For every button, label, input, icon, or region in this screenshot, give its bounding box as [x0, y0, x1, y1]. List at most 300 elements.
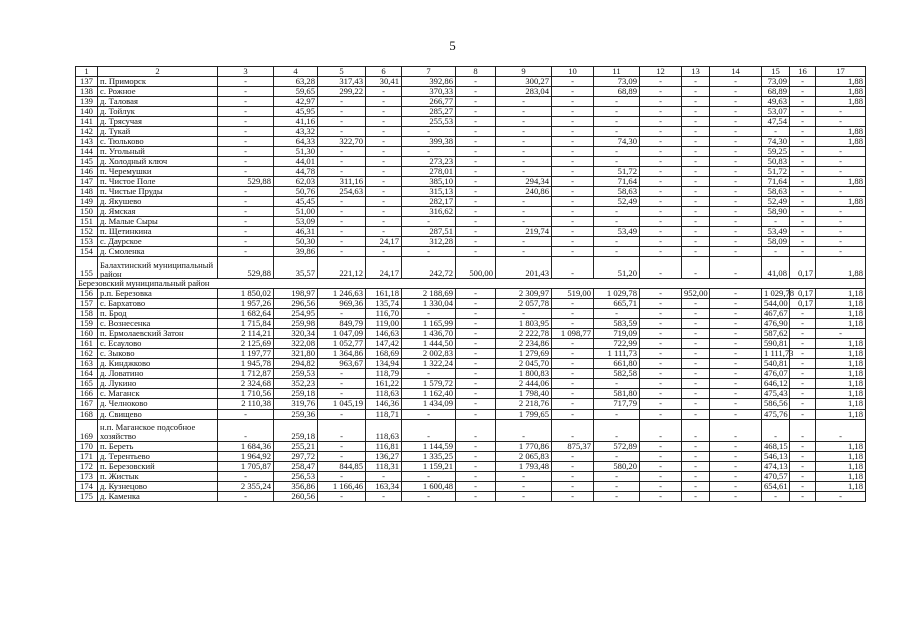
value-cell: - — [816, 107, 866, 117]
value-cell: - — [552, 409, 594, 419]
value-cell: - — [318, 217, 366, 227]
value-cell: 475,76 — [762, 409, 790, 419]
value-cell: 312,28 — [402, 237, 456, 247]
value-cell: 161,18 — [366, 289, 402, 299]
value-cell: - — [640, 97, 682, 107]
value-cell: - — [552, 97, 594, 107]
value-cell: 254,63 — [318, 187, 366, 197]
value-cell: 1,88 — [816, 257, 866, 279]
value-cell: - — [640, 87, 682, 97]
value-cell: - — [218, 227, 274, 237]
value-cell: - — [816, 157, 866, 167]
value-cell: - — [402, 471, 456, 481]
value-cell: - — [640, 157, 682, 167]
value-cell: - — [710, 349, 762, 359]
value-cell: - — [790, 399, 816, 409]
value-cell: - — [456, 157, 496, 167]
settlement-name-cell: п. Березовский — [98, 461, 218, 471]
value-cell: - — [496, 117, 552, 127]
value-cell: - — [710, 491, 762, 501]
row-number-cell: 138 — [76, 87, 98, 97]
value-cell: 119,00 — [366, 319, 402, 329]
value-cell: 392,86 — [402, 77, 456, 87]
value-cell: 0,17 — [790, 299, 816, 309]
row-number-cell: 150 — [76, 207, 98, 217]
value-cell: - — [366, 197, 402, 207]
value-cell: 475,43 — [762, 389, 790, 399]
value-cell: - — [552, 399, 594, 409]
value-cell: 58,09 — [762, 237, 790, 247]
value-cell: - — [218, 207, 274, 217]
settlement-name-cell: д. Холодный ключ — [98, 157, 218, 167]
settlement-name-cell: д. Смоленка — [98, 247, 218, 257]
value-cell: - — [402, 309, 456, 319]
value-cell: - — [552, 207, 594, 217]
value-cell: 282,17 — [402, 197, 456, 207]
settlement-name-cell: д. Ямская — [98, 207, 218, 217]
value-cell: - — [682, 247, 710, 257]
value-cell: - — [552, 77, 594, 87]
table-row — [76, 197, 866, 207]
settlement-name-cell: д. Якушево — [98, 197, 218, 207]
table-row — [76, 329, 866, 339]
value-cell: - — [552, 107, 594, 117]
value-cell: - — [218, 127, 274, 137]
tariff-table — [75, 66, 866, 502]
value-cell: - — [366, 187, 402, 197]
value-cell: 58,63 — [594, 187, 640, 197]
value-cell: - — [402, 127, 456, 137]
value-cell: - — [318, 471, 366, 481]
value-cell: - — [456, 167, 496, 177]
table-row — [76, 237, 866, 247]
value-cell: - — [366, 177, 402, 187]
row-number-cell: 159 — [76, 319, 98, 329]
value-cell: - — [496, 309, 552, 319]
value-cell: - — [790, 481, 816, 491]
value-cell: 266,77 — [402, 97, 456, 107]
value-cell: 544,00 — [762, 299, 790, 309]
value-cell: - — [552, 481, 594, 491]
value-cell: - — [710, 197, 762, 207]
table-row — [76, 207, 866, 217]
value-cell: 540,81 — [762, 359, 790, 369]
value-cell: - — [456, 117, 496, 127]
value-cell: 136,27 — [366, 451, 402, 461]
value-cell: 1,88 — [816, 127, 866, 137]
value-cell: - — [366, 207, 402, 217]
value-cell: - — [790, 379, 816, 389]
value-cell: 500,00 — [456, 257, 496, 279]
value-cell: 1 159,21 — [402, 461, 456, 471]
value-cell: - — [790, 187, 816, 197]
value-cell: - — [762, 247, 790, 257]
value-cell: - — [816, 207, 866, 217]
column-number-cell: 3 — [218, 67, 274, 77]
value-cell: - — [790, 87, 816, 97]
value-cell: - — [640, 107, 682, 117]
value-cell: - — [318, 419, 366, 441]
column-number-cell: 1 — [76, 67, 98, 77]
value-cell: - — [682, 77, 710, 87]
value-cell: - — [682, 379, 710, 389]
value-cell: - — [682, 299, 710, 309]
value-cell: - — [456, 107, 496, 117]
value-cell: 278,01 — [402, 167, 456, 177]
value-cell: - — [366, 227, 402, 237]
value-cell: - — [456, 379, 496, 389]
value-cell: - — [682, 319, 710, 329]
table-row — [76, 481, 866, 491]
value-cell: 146,36 — [366, 399, 402, 409]
value-cell: 74,30 — [762, 137, 790, 147]
value-cell: 52,49 — [762, 197, 790, 207]
value-cell: 1,18 — [816, 369, 866, 379]
settlement-name-cell: с. Есаулово — [98, 339, 218, 349]
value-cell: 30,41 — [366, 77, 402, 87]
value-cell: - — [218, 167, 274, 177]
value-cell: 2 002,83 — [402, 349, 456, 359]
settlement-name-cell: д. Трясучая — [98, 117, 218, 127]
value-cell: - — [552, 187, 594, 197]
value-cell: - — [218, 117, 274, 127]
row-number-cell: 137 — [76, 77, 98, 87]
value-cell: 44,78 — [274, 167, 318, 177]
row-number-cell: 170 — [76, 441, 98, 451]
value-cell: 45,95 — [274, 107, 318, 117]
value-cell: 1 029,78 — [762, 289, 790, 299]
value-cell: - — [552, 471, 594, 481]
value-cell: - — [496, 137, 552, 147]
value-cell: 1,18 — [816, 339, 866, 349]
column-number-cell: 13 — [682, 67, 710, 77]
value-cell: 1 600,48 — [402, 481, 456, 491]
row-number-cell: 173 — [76, 471, 98, 481]
value-cell: - — [710, 471, 762, 481]
value-cell: - — [640, 309, 682, 319]
value-cell: - — [682, 471, 710, 481]
value-cell: - — [816, 491, 866, 501]
value-cell: 50,76 — [274, 187, 318, 197]
value-cell: - — [318, 451, 366, 461]
value-cell: 51,20 — [594, 257, 640, 279]
value-cell: - — [318, 157, 366, 167]
value-cell: 259,18 — [274, 389, 318, 399]
value-cell: - — [594, 157, 640, 167]
value-cell: - — [762, 419, 790, 441]
value-cell: - — [552, 419, 594, 441]
value-cell: 24,17 — [366, 237, 402, 247]
settlement-name-cell: р.п. Березовка — [98, 289, 218, 299]
value-cell: - — [816, 147, 866, 157]
row-number-cell: 167 — [76, 399, 98, 409]
value-cell: 41,08 — [762, 257, 790, 279]
value-cell: 42,97 — [274, 97, 318, 107]
value-cell: - — [640, 187, 682, 197]
row-number-cell: 166 — [76, 389, 98, 399]
value-cell: 2 110,38 — [218, 399, 274, 409]
value-cell: - — [456, 339, 496, 349]
table-body — [76, 67, 866, 502]
value-cell: - — [710, 319, 762, 329]
value-cell: - — [710, 107, 762, 117]
value-cell: - — [682, 217, 710, 227]
value-cell: 1 335,25 — [402, 451, 456, 461]
value-cell: 717,79 — [594, 399, 640, 409]
value-cell: - — [594, 379, 640, 389]
value-cell: - — [790, 167, 816, 177]
value-cell: 646,12 — [762, 379, 790, 389]
value-cell: - — [710, 409, 762, 419]
value-cell: - — [366, 217, 402, 227]
settlement-name-cell: с. Вознесенка — [98, 319, 218, 329]
value-cell: - — [640, 389, 682, 399]
value-cell: - — [318, 309, 366, 319]
value-cell: 1 111,73 — [762, 349, 790, 359]
value-cell: - — [640, 217, 682, 227]
row-number-cell: 154 — [76, 247, 98, 257]
value-cell: - — [682, 451, 710, 461]
value-cell: - — [496, 247, 552, 257]
settlement-name-cell: д. Тукай — [98, 127, 218, 137]
value-cell: 118,71 — [366, 409, 402, 419]
value-cell: - — [682, 339, 710, 349]
value-cell: - — [790, 247, 816, 257]
table-row — [76, 177, 866, 187]
value-cell: - — [218, 77, 274, 87]
settlement-name-cell: д. Кинджково — [98, 359, 218, 369]
value-cell: - — [456, 127, 496, 137]
value-cell: - — [318, 247, 366, 257]
value-cell: - — [682, 147, 710, 157]
value-cell: - — [790, 409, 816, 419]
value-cell: - — [710, 461, 762, 471]
value-cell: 1 144,59 — [402, 441, 456, 451]
value-cell: - — [218, 419, 274, 441]
table-row — [76, 491, 866, 501]
value-cell: 146,63 — [366, 329, 402, 339]
table-row — [76, 247, 866, 257]
value-cell: - — [790, 207, 816, 217]
value-cell: 1 710,56 — [218, 389, 274, 399]
value-cell: - — [594, 207, 640, 217]
value-cell: - — [640, 339, 682, 349]
value-cell: - — [594, 309, 640, 319]
value-cell: - — [456, 147, 496, 157]
value-cell: - — [456, 227, 496, 237]
value-cell: 385,10 — [402, 177, 456, 187]
value-cell: - — [318, 127, 366, 137]
value-cell: - — [552, 237, 594, 247]
value-cell: 1 850,02 — [218, 289, 274, 299]
value-cell: - — [710, 451, 762, 461]
value-cell: - — [790, 147, 816, 157]
value-cell: - — [682, 329, 710, 339]
value-cell: 1 047,09 — [318, 329, 366, 339]
value-cell: 1 715,84 — [218, 319, 274, 329]
value-cell: 581,80 — [594, 389, 640, 399]
value-cell: - — [456, 87, 496, 97]
value-cell: 1 052,77 — [318, 339, 366, 349]
value-cell: 316,62 — [402, 207, 456, 217]
value-cell: - — [710, 379, 762, 389]
value-cell: 1 793,48 — [496, 461, 552, 471]
value-cell: - — [640, 441, 682, 451]
value-cell: - — [456, 389, 496, 399]
value-cell: - — [710, 217, 762, 227]
row-number-cell: 160 — [76, 329, 98, 339]
value-cell: - — [366, 147, 402, 157]
value-cell: - — [552, 299, 594, 309]
value-cell: - — [366, 471, 402, 481]
value-cell: 322,08 — [274, 339, 318, 349]
value-cell: 260,56 — [274, 491, 318, 501]
value-cell: 198,97 — [274, 289, 318, 299]
value-cell: 474,13 — [762, 461, 790, 471]
value-cell: - — [496, 127, 552, 137]
settlement-name-cell: с. Рожное — [98, 87, 218, 97]
value-cell: 1 165,99 — [402, 319, 456, 329]
settlement-name-cell: д. Малые Сыры — [98, 217, 218, 227]
value-cell: 2 188,69 — [402, 289, 456, 299]
row-number-cell: 163 — [76, 359, 98, 369]
value-cell: - — [640, 399, 682, 409]
value-cell: - — [402, 409, 456, 419]
value-cell: - — [318, 207, 366, 217]
value-cell: - — [318, 389, 366, 399]
value-cell: - — [496, 207, 552, 217]
value-cell: 71,64 — [594, 177, 640, 187]
row-number-cell: 143 — [76, 137, 98, 147]
table-row — [76, 147, 866, 157]
value-cell: 50,30 — [274, 237, 318, 247]
value-cell: - — [710, 289, 762, 299]
value-cell: 1,18 — [816, 441, 866, 451]
value-cell: - — [552, 177, 594, 187]
value-cell: - — [790, 461, 816, 471]
value-cell: 58,63 — [762, 187, 790, 197]
row-number-cell: 145 — [76, 157, 98, 167]
value-cell: - — [552, 461, 594, 471]
table-row — [76, 187, 866, 197]
value-cell: 1,18 — [816, 399, 866, 409]
column-number-header-row — [76, 67, 866, 77]
value-cell: 1 098,77 — [552, 329, 594, 339]
value-cell: - — [456, 349, 496, 359]
value-cell: 370,33 — [402, 87, 456, 97]
value-cell: 1,18 — [816, 359, 866, 369]
value-cell: 311,16 — [318, 177, 366, 187]
value-cell: 51,30 — [274, 147, 318, 157]
value-cell: - — [710, 187, 762, 197]
value-cell: 1,18 — [816, 379, 866, 389]
value-cell: 2 222,78 — [496, 329, 552, 339]
table-row — [76, 359, 866, 369]
row-number-cell: 171 — [76, 451, 98, 461]
value-cell: 1,18 — [816, 471, 866, 481]
value-cell: 1,88 — [816, 137, 866, 147]
value-cell: - — [594, 451, 640, 461]
table-row — [76, 127, 866, 137]
value-cell: - — [402, 247, 456, 257]
settlement-name-cell: с. Маганск — [98, 389, 218, 399]
value-cell: - — [366, 107, 402, 117]
value-cell: - — [710, 177, 762, 187]
column-number-cell: 4 — [274, 67, 318, 77]
value-cell: - — [318, 369, 366, 379]
settlement-name-cell: п. Приморск — [98, 77, 218, 87]
value-cell: 51,72 — [594, 167, 640, 177]
value-cell: - — [790, 349, 816, 359]
table-row — [76, 299, 866, 309]
value-cell: - — [366, 491, 402, 501]
value-cell: - — [594, 481, 640, 491]
value-cell: - — [456, 187, 496, 197]
value-cell: - — [682, 309, 710, 319]
value-cell: - — [640, 369, 682, 379]
value-cell: 118,31 — [366, 461, 402, 471]
value-cell: 719,09 — [594, 329, 640, 339]
value-cell: - — [594, 237, 640, 247]
value-cell: 319,76 — [274, 399, 318, 409]
value-cell: - — [790, 471, 816, 481]
value-cell: 320,34 — [274, 329, 318, 339]
value-cell: 2 218,76 — [496, 399, 552, 409]
row-number-cell: 140 — [76, 107, 98, 117]
value-cell: - — [816, 217, 866, 227]
value-cell: 1 705,87 — [218, 461, 274, 471]
value-cell: - — [682, 167, 710, 177]
value-cell: 134,94 — [366, 359, 402, 369]
value-cell: - — [790, 117, 816, 127]
value-cell: - — [552, 389, 594, 399]
value-cell: - — [218, 409, 274, 419]
settlement-name-cell: д. Лукино — [98, 379, 218, 389]
value-cell: - — [682, 461, 710, 471]
value-cell: - — [594, 491, 640, 501]
value-cell: - — [710, 399, 762, 409]
value-cell: - — [640, 197, 682, 207]
value-cell: - — [640, 481, 682, 491]
settlement-name-cell: д. Таловая — [98, 97, 218, 107]
value-cell: 476,90 — [762, 319, 790, 329]
value-cell: 0,17 — [790, 289, 816, 299]
value-cell: 1,18 — [816, 451, 866, 461]
row-number-cell: 158 — [76, 309, 98, 319]
value-cell: 529,88 — [218, 257, 274, 279]
value-cell: - — [218, 237, 274, 247]
value-cell: 35,57 — [274, 257, 318, 279]
row-number-cell: 174 — [76, 481, 98, 491]
value-cell: - — [456, 77, 496, 87]
value-cell: - — [218, 147, 274, 157]
value-cell: - — [218, 197, 274, 207]
value-cell: - — [682, 107, 710, 117]
value-cell: 1 803,95 — [496, 319, 552, 329]
value-cell: - — [790, 227, 816, 237]
value-cell: - — [552, 319, 594, 329]
value-cell: 118,63 — [366, 419, 402, 441]
value-cell: - — [640, 419, 682, 441]
row-number-cell: 141 — [76, 117, 98, 127]
value-cell: 583,59 — [594, 319, 640, 329]
value-cell: 285,27 — [402, 107, 456, 117]
value-cell: - — [640, 147, 682, 157]
value-cell: - — [682, 419, 710, 441]
value-cell: - — [790, 319, 816, 329]
row-number-cell: 149 — [76, 197, 98, 207]
value-cell: - — [552, 157, 594, 167]
